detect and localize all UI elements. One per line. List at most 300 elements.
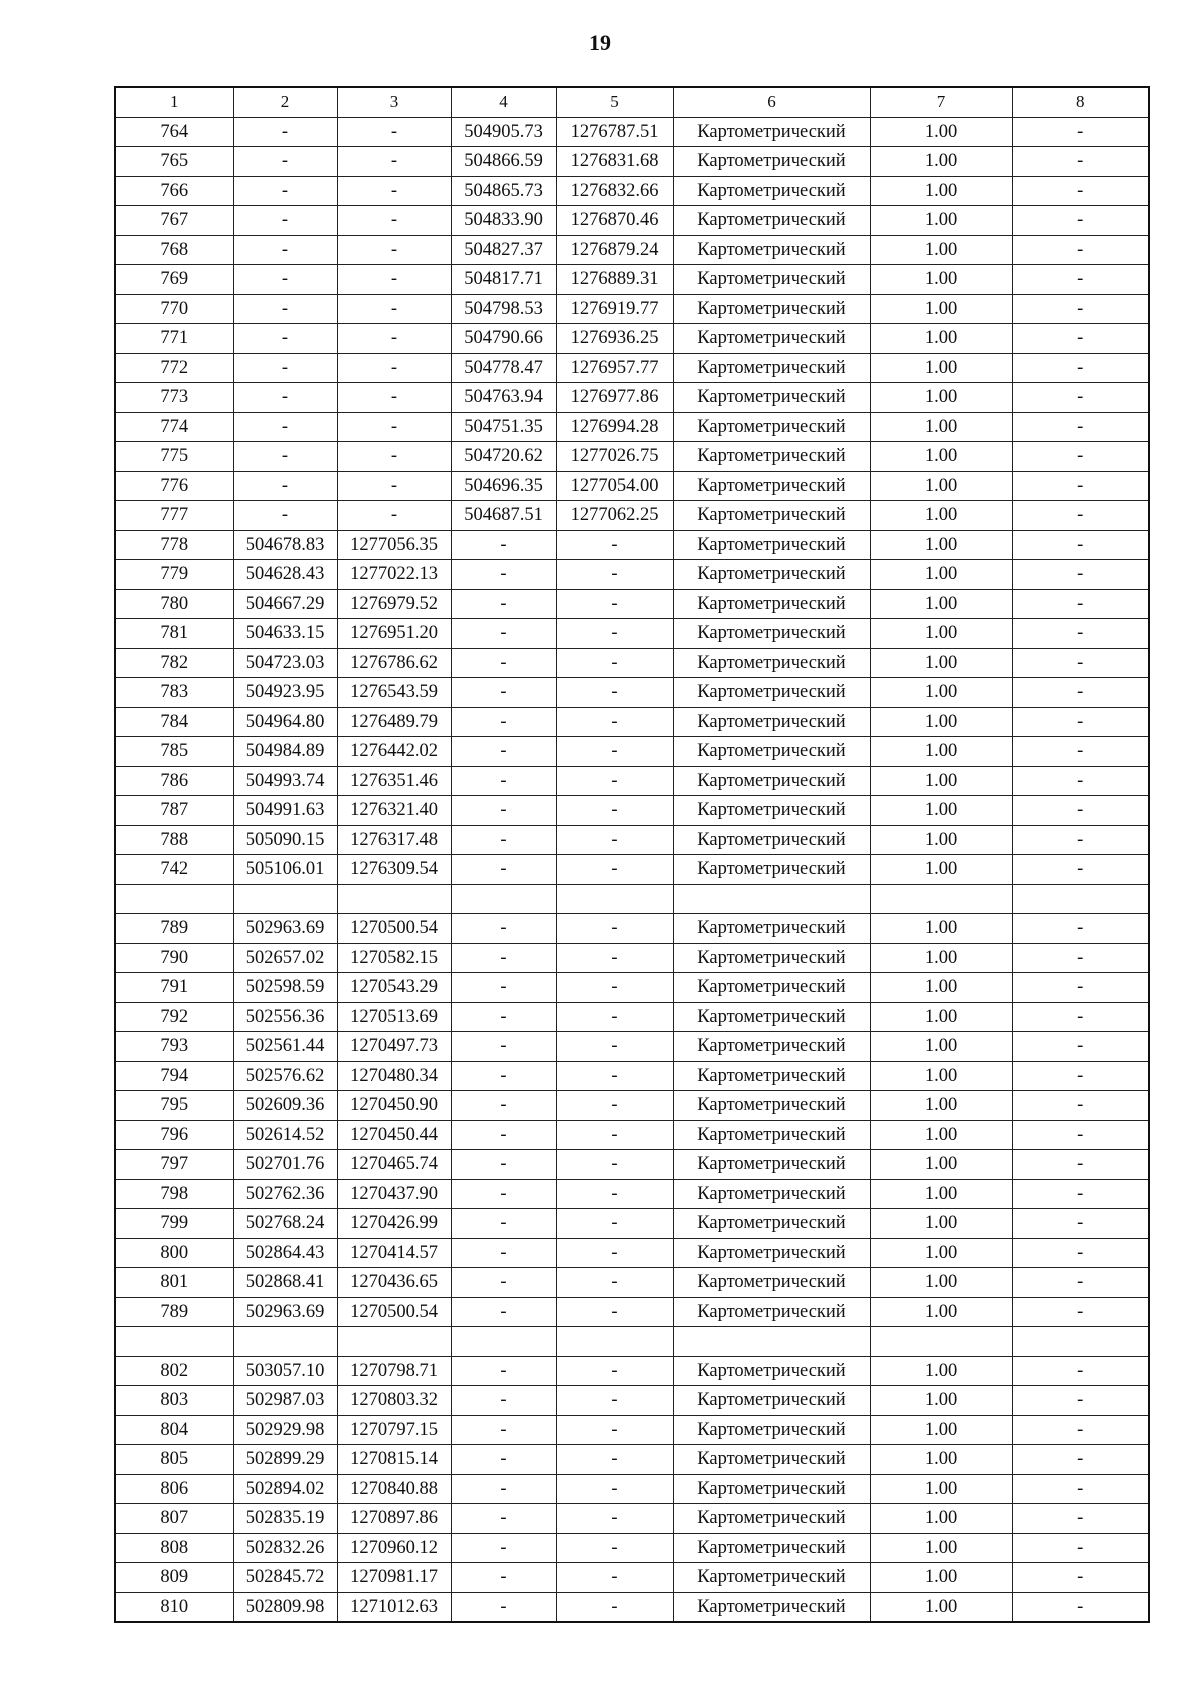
table-row [115, 973, 1149, 1003]
table-cell: 1.00 [870, 1445, 1012, 1475]
table-cell: 504991.63 [233, 796, 337, 826]
table-row [115, 471, 1149, 501]
table-cell: - [337, 442, 451, 472]
table-cell: 742 [115, 855, 233, 885]
coordinates-table [114, 86, 1150, 1623]
table-cell: - [451, 1592, 556, 1622]
table-cell: - [556, 648, 673, 678]
table-cell: 504720.62 [451, 442, 556, 472]
table-row [115, 117, 1149, 147]
table-cell [556, 1327, 673, 1357]
table-cell: Картометрический [673, 1445, 870, 1475]
table-cell: - [233, 265, 337, 295]
table-cell: 502809.98 [233, 1592, 337, 1622]
table-cell: 1270803.32 [337, 1386, 451, 1416]
table-cell: - [556, 1592, 673, 1622]
table-cell: 1.00 [870, 973, 1012, 1003]
table-cell: 794 [115, 1061, 233, 1091]
table-cell: - [556, 1268, 673, 1298]
column-header-6: 6 [673, 87, 870, 117]
table-cell: 1.00 [870, 1297, 1012, 1327]
table-cell: Картометрический [673, 648, 870, 678]
table-cell: 1270437.90 [337, 1179, 451, 1209]
table-cell: - [451, 530, 556, 560]
table-cell: 505090.15 [233, 825, 337, 855]
table-cell: - [1012, 147, 1149, 177]
table-cell: - [1012, 530, 1149, 560]
table-cell: - [1012, 914, 1149, 944]
table-cell: - [337, 117, 451, 147]
table-cell: - [556, 1061, 673, 1091]
table-cell: 1.00 [870, 176, 1012, 206]
table-cell: 502987.03 [233, 1386, 337, 1416]
table-cell: 1.00 [870, 1415, 1012, 1445]
table-row [115, 1002, 1149, 1032]
table-cell: - [1012, 176, 1149, 206]
table-cell: 810 [115, 1592, 233, 1622]
table-cell: - [1012, 1150, 1149, 1180]
table-cell: - [1012, 412, 1149, 442]
table-cell: - [451, 1209, 556, 1239]
table-cell: - [556, 707, 673, 737]
table-cell: 1270815.14 [337, 1445, 451, 1475]
table-cell: - [233, 353, 337, 383]
table-cell: - [556, 1150, 673, 1180]
table-cell: - [1012, 1179, 1149, 1209]
table-cell: 799 [115, 1209, 233, 1239]
table-cell: 1.00 [870, 294, 1012, 324]
table-cell: - [337, 324, 451, 354]
table-cell: - [556, 1356, 673, 1386]
table-cell: - [451, 1179, 556, 1209]
table-cell: 1270450.90 [337, 1091, 451, 1121]
table-cell: 766 [115, 176, 233, 206]
table-row [115, 855, 1149, 885]
table-cell: 502768.24 [233, 1209, 337, 1239]
table-cell: - [1012, 619, 1149, 649]
table-cell: 1276489.79 [337, 707, 451, 737]
table-cell: Картометрический [673, 1504, 870, 1534]
table-cell: 504923.95 [233, 678, 337, 708]
table-cell: - [1012, 1238, 1149, 1268]
table-cell: 770 [115, 294, 233, 324]
table-cell: - [451, 973, 556, 1003]
table-header-row [115, 87, 1149, 117]
table-cell: 1270500.54 [337, 1297, 451, 1327]
table-cell: Картометрический [673, 1061, 870, 1091]
table-cell: 502864.43 [233, 1238, 337, 1268]
table-cell: 1.00 [870, 1563, 1012, 1593]
table-cell: 504984.89 [233, 737, 337, 767]
table-cell: 1270582.15 [337, 943, 451, 973]
column-header-7: 7 [870, 87, 1012, 117]
table-cell: 504993.74 [233, 766, 337, 796]
table-cell: 1276787.51 [556, 117, 673, 147]
table-cell: - [451, 678, 556, 708]
table-cell: - [556, 855, 673, 885]
table-row [115, 1120, 1149, 1150]
table-cell: Картометрический [673, 1179, 870, 1209]
table-cell: 502963.69 [233, 1297, 337, 1327]
table-row [115, 442, 1149, 472]
table-cell: 1276870.46 [556, 206, 673, 236]
table-cell: 1.00 [870, 648, 1012, 678]
table-cell: 1.00 [870, 1150, 1012, 1180]
table-cell: Картометрический [673, 471, 870, 501]
table-cell: 1276936.25 [556, 324, 673, 354]
table-row [115, 560, 1149, 590]
table-row [115, 383, 1149, 413]
table-cell: 502868.41 [233, 1268, 337, 1298]
table-cell: 767 [115, 206, 233, 236]
table-cell: - [451, 855, 556, 885]
table-cell: - [556, 589, 673, 619]
table-cell: 1.00 [870, 206, 1012, 236]
table-cell: 1.00 [870, 589, 1012, 619]
table-row [115, 530, 1149, 560]
table-cell: 1.00 [870, 1032, 1012, 1062]
table-cell: 1276889.31 [556, 265, 673, 295]
table-cell: 793 [115, 1032, 233, 1062]
table-cell: 787 [115, 796, 233, 826]
table-row [115, 324, 1149, 354]
table-cell: - [451, 825, 556, 855]
table-cell: - [1012, 1061, 1149, 1091]
table-cell: 504687.51 [451, 501, 556, 531]
table-cell: - [1012, 1504, 1149, 1534]
table-cell: Картометрический [673, 1386, 870, 1416]
table-cell: - [556, 973, 673, 1003]
table-cell: - [556, 766, 673, 796]
table-cell: 1.00 [870, 560, 1012, 590]
table-cell: 502894.02 [233, 1474, 337, 1504]
table-cell: 782 [115, 648, 233, 678]
table-cell: - [1012, 1356, 1149, 1386]
table-cell: 1.00 [870, 1533, 1012, 1563]
table-cell: - [1012, 943, 1149, 973]
table-cell: - [451, 1386, 556, 1416]
table-cell: - [556, 1563, 673, 1593]
table-row [115, 176, 1149, 206]
table-cell: 1276977.86 [556, 383, 673, 413]
table-cell: 1276543.59 [337, 678, 451, 708]
table-cell: - [556, 1533, 673, 1563]
table-cell: 774 [115, 412, 233, 442]
table-cell: 1.00 [870, 825, 1012, 855]
table-cell: 1270513.69 [337, 1002, 451, 1032]
table-cell: 1.00 [870, 796, 1012, 826]
table-cell: Картометрический [673, 324, 870, 354]
table-cell: 504633.15 [233, 619, 337, 649]
table-cell: 796 [115, 1120, 233, 1150]
table-cell: - [451, 1268, 556, 1298]
table-cell: 1277054.00 [556, 471, 673, 501]
table-cell [337, 1327, 451, 1357]
table-cell: Картометрический [673, 1563, 870, 1593]
table-cell: - [451, 914, 556, 944]
table-row [115, 648, 1149, 678]
table-cell: 1.00 [870, 707, 1012, 737]
table-cell: 1270500.54 [337, 914, 451, 944]
table-cell: - [451, 1415, 556, 1445]
table-cell: - [233, 206, 337, 236]
table-cell: 502609.36 [233, 1091, 337, 1121]
table-cell: 1277022.13 [337, 560, 451, 590]
table-cell: 1276832.66 [556, 176, 673, 206]
table-cell: Картометрический [673, 1238, 870, 1268]
table-cell: Картометрический [673, 530, 870, 560]
table-row [115, 1445, 1149, 1475]
table-cell: 1.00 [870, 471, 1012, 501]
table-cell: 789 [115, 1297, 233, 1327]
table-cell: Картометрический [673, 589, 870, 619]
table-cell: 1.00 [870, 530, 1012, 560]
table-row [115, 1268, 1149, 1298]
table-cell: - [451, 1563, 556, 1593]
table-cell: 792 [115, 1002, 233, 1032]
table-cell: - [451, 1297, 556, 1327]
table-separator-row [115, 884, 1149, 914]
table-cell: 1276317.48 [337, 825, 451, 855]
table-cell: 1270981.17 [337, 1563, 451, 1593]
table-cell: 801 [115, 1268, 233, 1298]
table-cell: - [451, 1150, 556, 1180]
table-cell: 1.00 [870, 1120, 1012, 1150]
table-cell: - [451, 766, 556, 796]
table-cell: 504667.29 [233, 589, 337, 619]
table-cell: 504790.66 [451, 324, 556, 354]
table-row [115, 1209, 1149, 1239]
table-row [115, 796, 1149, 826]
table-cell: - [337, 206, 451, 236]
table-cell: - [1012, 560, 1149, 590]
table-cell: 780 [115, 589, 233, 619]
table-cell: - [451, 1533, 556, 1563]
table-cell: - [233, 501, 337, 531]
table-cell: Картометрический [673, 235, 870, 265]
table-cell: 1.00 [870, 117, 1012, 147]
table-row [115, 353, 1149, 383]
table-cell: - [337, 265, 451, 295]
table-cell: - [1012, 265, 1149, 295]
table-cell: - [451, 1091, 556, 1121]
table-cell: 1276351.46 [337, 766, 451, 796]
table-row [115, 1592, 1149, 1622]
table-cell: 1.00 [870, 1592, 1012, 1622]
table-cell: - [337, 501, 451, 531]
table-cell: 1.00 [870, 265, 1012, 295]
table-cell: Картометрический [673, 1032, 870, 1062]
table-cell [673, 884, 870, 914]
table-cell: - [451, 1238, 556, 1268]
table-cell: - [556, 1002, 673, 1032]
table-cell: 1270497.73 [337, 1032, 451, 1062]
table-separator-row [115, 1327, 1149, 1357]
table-cell: - [233, 383, 337, 413]
table-cell: 1276442.02 [337, 737, 451, 767]
table-cell: 809 [115, 1563, 233, 1593]
table-cell: Картометрический [673, 117, 870, 147]
table-cell: 803 [115, 1386, 233, 1416]
table-cell: 1.00 [870, 1209, 1012, 1239]
table-cell: - [451, 619, 556, 649]
table-cell: - [1012, 737, 1149, 767]
table-cell: - [337, 294, 451, 324]
table-cell: 502561.44 [233, 1032, 337, 1062]
table-cell: 504751.35 [451, 412, 556, 442]
table-cell: 502576.62 [233, 1061, 337, 1091]
table-cell: 504865.73 [451, 176, 556, 206]
table-cell: - [556, 1032, 673, 1062]
table-row [115, 589, 1149, 619]
table-cell: Картометрический [673, 619, 870, 649]
table-cell: 502929.98 [233, 1415, 337, 1445]
table-row [115, 1415, 1149, 1445]
table-cell: 1.00 [870, 737, 1012, 767]
table-row [115, 1504, 1149, 1534]
table-cell: Картометрический [673, 501, 870, 531]
table-cell: Картометрический [673, 147, 870, 177]
table-cell: 1.00 [870, 235, 1012, 265]
table-cell: - [1012, 855, 1149, 885]
table-cell [115, 884, 233, 914]
table-cell: - [1012, 648, 1149, 678]
table-cell: 1276951.20 [337, 619, 451, 649]
table-cell: 1276994.28 [556, 412, 673, 442]
table-cell: 1.00 [870, 1386, 1012, 1416]
table-cell: 777 [115, 501, 233, 531]
table-cell: - [556, 1209, 673, 1239]
table-cell: - [451, 737, 556, 767]
table-cell: Картометрический [673, 1120, 870, 1150]
table-body [115, 117, 1149, 1622]
table-cell: 1.00 [870, 412, 1012, 442]
table-cell: 1270465.74 [337, 1150, 451, 1180]
table-cell: - [1012, 117, 1149, 147]
table-cell [233, 1327, 337, 1357]
table-cell: - [337, 412, 451, 442]
table-cell: 807 [115, 1504, 233, 1534]
table-cell: Картометрический [673, 973, 870, 1003]
table-cell: 502598.59 [233, 973, 337, 1003]
table-cell: 1277062.25 [556, 501, 673, 531]
table-cell: 1.00 [870, 383, 1012, 413]
table-cell [1012, 1327, 1149, 1357]
table-cell: - [233, 412, 337, 442]
table-cell: - [556, 1179, 673, 1209]
table-cell: Картометрический [673, 383, 870, 413]
table-cell: 788 [115, 825, 233, 855]
table-row [115, 943, 1149, 973]
table-cell: 804 [115, 1415, 233, 1445]
table-cell: 504827.37 [451, 235, 556, 265]
table-cell [556, 884, 673, 914]
table-cell [870, 1327, 1012, 1357]
table-cell: 1.00 [870, 678, 1012, 708]
table-cell: - [233, 117, 337, 147]
table-cell: - [556, 1238, 673, 1268]
table-cell: Картометрический [673, 1002, 870, 1032]
table-cell: 1.00 [870, 501, 1012, 531]
table-cell: - [1012, 353, 1149, 383]
table-cell: 503057.10 [233, 1356, 337, 1386]
table-cell: - [556, 943, 673, 973]
table-cell: - [1012, 1445, 1149, 1475]
table-row [115, 206, 1149, 236]
table-row [115, 147, 1149, 177]
table-row [115, 1179, 1149, 1209]
column-header-4: 4 [451, 87, 556, 117]
table-cell: 1.00 [870, 766, 1012, 796]
table-row [115, 619, 1149, 649]
table-cell: 1270480.34 [337, 1061, 451, 1091]
table-cell: - [1012, 1592, 1149, 1622]
table-cell: Картометрический [673, 1297, 870, 1327]
table-row [115, 1297, 1149, 1327]
table-cell: 765 [115, 147, 233, 177]
table-cell: 1.00 [870, 943, 1012, 973]
table-cell: - [1012, 235, 1149, 265]
table-cell: Картометрический [673, 766, 870, 796]
table-cell: 1277056.35 [337, 530, 451, 560]
table-cell: 1.00 [870, 324, 1012, 354]
table-cell: Картометрический [673, 1268, 870, 1298]
table-cell: 1276879.24 [556, 235, 673, 265]
table-row [115, 737, 1149, 767]
table-cell: Картометрический [673, 560, 870, 590]
table-cell: 806 [115, 1474, 233, 1504]
table-cell: - [337, 383, 451, 413]
table-cell: 781 [115, 619, 233, 649]
table-row [115, 1032, 1149, 1062]
table-cell: - [556, 1474, 673, 1504]
table-cell: - [556, 1504, 673, 1534]
table-cell: 504833.90 [451, 206, 556, 236]
table-cell: - [1012, 206, 1149, 236]
table-cell: 808 [115, 1533, 233, 1563]
table-cell: Картометрический [673, 825, 870, 855]
table-cell: - [337, 147, 451, 177]
table-cell: 1270436.65 [337, 1268, 451, 1298]
table-cell: - [1012, 1002, 1149, 1032]
table-cell: Картометрический [673, 1209, 870, 1239]
table-row [115, 825, 1149, 855]
table-cell: 502832.26 [233, 1533, 337, 1563]
table-cell [337, 884, 451, 914]
table-cell: 502963.69 [233, 914, 337, 944]
table-cell: Картометрический [673, 1091, 870, 1121]
table-cell: - [1012, 825, 1149, 855]
table-cell: Картометрический [673, 855, 870, 885]
table-cell: 1.00 [870, 353, 1012, 383]
table-cell: - [1012, 471, 1149, 501]
table-cell: - [1012, 1415, 1149, 1445]
table-cell: Картометрический [673, 1592, 870, 1622]
table-cell: 1270798.71 [337, 1356, 451, 1386]
table-cell: 778 [115, 530, 233, 560]
table-cell: - [556, 560, 673, 590]
table-row [115, 1563, 1149, 1593]
table-row [115, 1356, 1149, 1386]
table-cell: 805 [115, 1445, 233, 1475]
table-cell: 1270897.86 [337, 1504, 451, 1534]
table-cell: - [233, 471, 337, 501]
table-cell: 786 [115, 766, 233, 796]
table-cell: 1270960.12 [337, 1533, 451, 1563]
table-cell: Картометрический [673, 442, 870, 472]
table-cell: 773 [115, 383, 233, 413]
table-cell: - [1012, 442, 1149, 472]
